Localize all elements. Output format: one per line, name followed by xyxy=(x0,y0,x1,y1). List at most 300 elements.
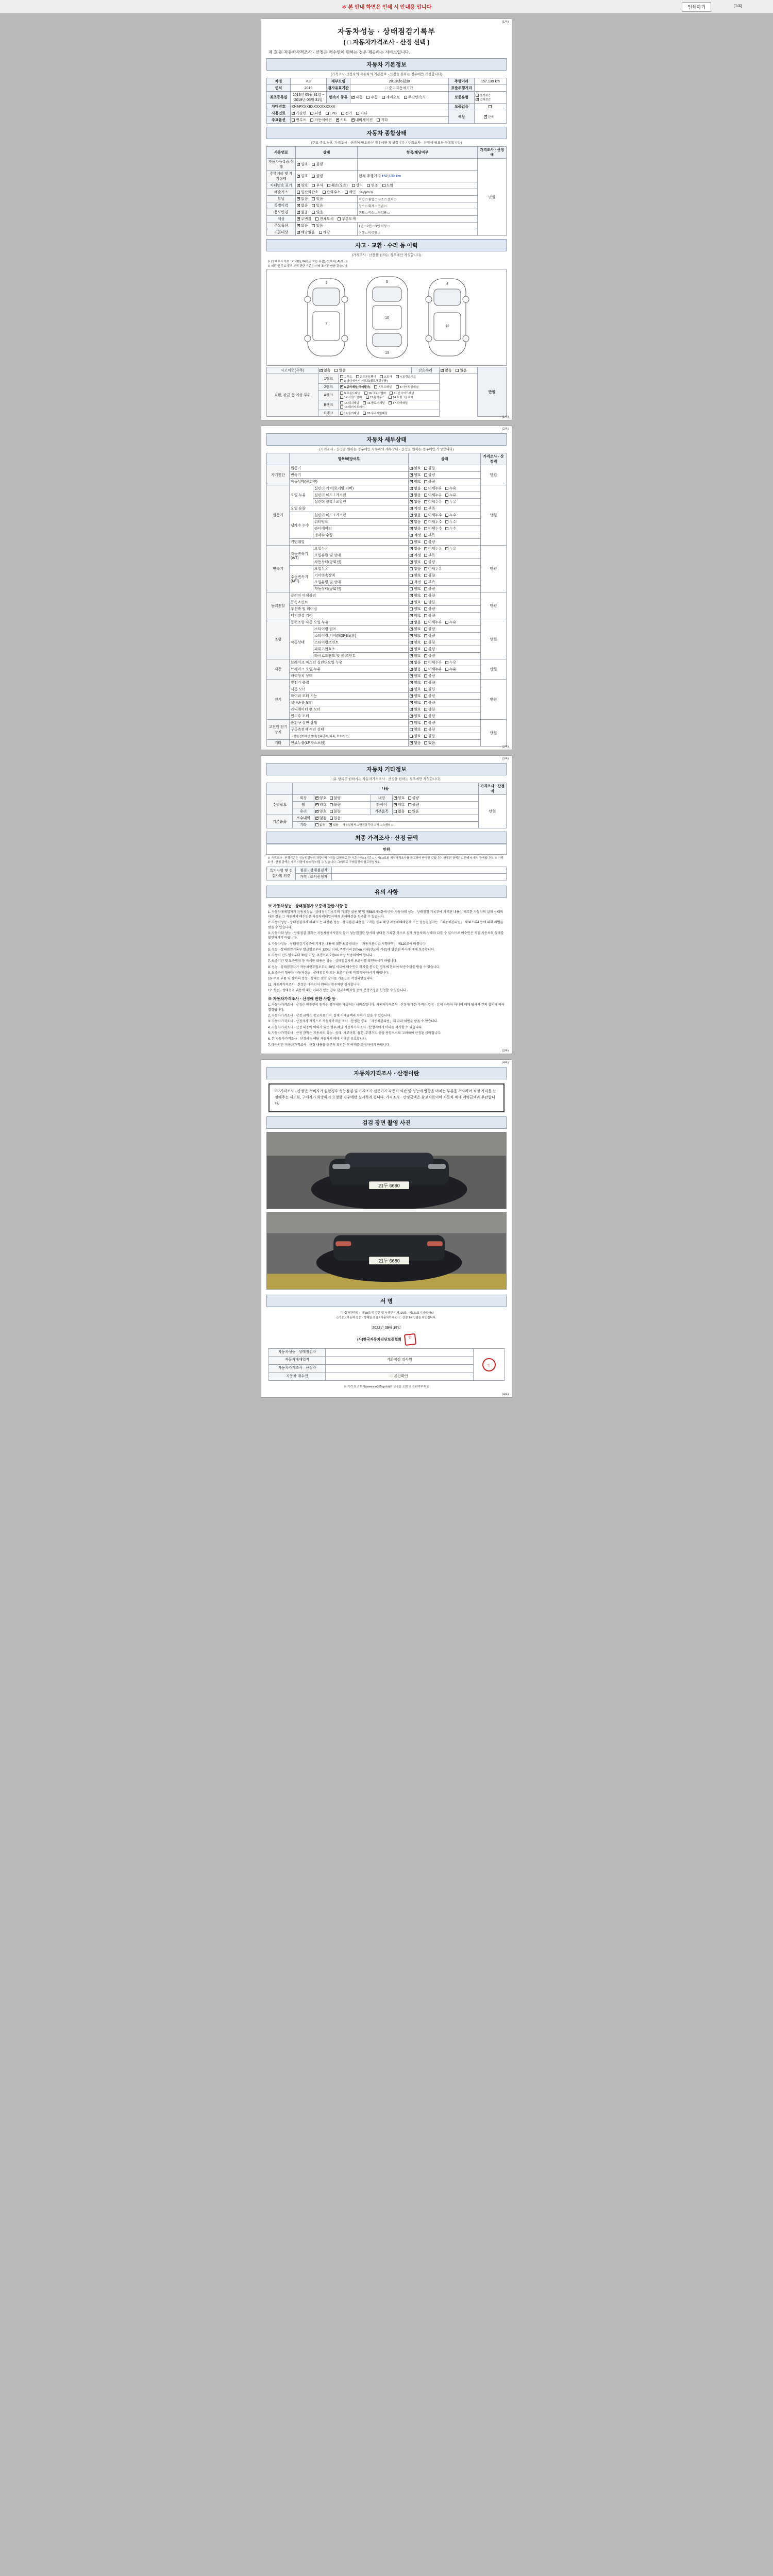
checkbox-fuel-electric[interactable] xyxy=(341,112,344,115)
checkbox-g6r4-1[interactable] xyxy=(424,708,427,711)
checkbox-g4r4-1[interactable] xyxy=(424,648,427,651)
g1r8-opt1: 불량 xyxy=(428,540,435,544)
g5r0-opt0: 없음 xyxy=(414,661,421,665)
g1r4-sub: 실린더 헤드 / 가스켓 xyxy=(313,512,409,519)
checkbox-p3-12[interactable] xyxy=(340,396,343,399)
value-inspection: □ 중고자동차기간 xyxy=(350,85,449,92)
color-opt-0: 단색 xyxy=(488,115,494,119)
sign-row-0-value[interactable] xyxy=(326,1348,474,1357)
g5-price: 만원 xyxy=(481,659,507,680)
r1-opt-0: 양호 xyxy=(301,175,308,178)
checkbox-acc1-yes[interactable] xyxy=(334,369,338,372)
checkbox-g6r2-1[interactable] xyxy=(424,694,427,698)
checkbox-o0b-0[interactable] xyxy=(394,796,397,800)
checkbox-g6r5-1[interactable] xyxy=(424,715,427,718)
o2-opt0: 양호 xyxy=(320,810,327,814)
checkbox-g5r2-1[interactable] xyxy=(424,674,427,677)
checkbox-g3r3-0[interactable] xyxy=(410,614,413,617)
checkbox-no-warranty[interactable] xyxy=(489,105,492,108)
print-button[interactable]: 인쇄하기 xyxy=(682,2,711,12)
checkbox-g5r0-2[interactable] xyxy=(445,661,448,664)
total-row-3-key: 배출가스 xyxy=(267,189,296,196)
checkbox-g2r1-1[interactable] xyxy=(424,554,427,557)
svg-text:21두 6680: 21두 6680 xyxy=(378,1183,400,1189)
checkbox-g5r0-1[interactable] xyxy=(424,661,427,664)
checkbox-g2r4-1[interactable] xyxy=(424,574,427,577)
checkbox-o2-1[interactable] xyxy=(330,810,333,813)
r3-opt-0: 일산화탄소 xyxy=(301,191,318,194)
checkbox-g7r2-0[interactable] xyxy=(410,735,413,738)
r5-opt-0: 없음 xyxy=(301,204,308,208)
total-row-1-right xyxy=(358,171,478,182)
checkbox-r9-yes[interactable] xyxy=(319,231,322,234)
checkbox-r2-2[interactable] xyxy=(327,184,330,187)
checkbox-fuel-etc[interactable] xyxy=(356,112,359,115)
checkbox-r7-0[interactable] xyxy=(297,217,300,221)
g2r3-opt0: 없음 xyxy=(414,567,421,571)
checkbox-g1r1-1[interactable] xyxy=(424,494,427,497)
g1r2-sub: 실린더 블록 / 오일팬 xyxy=(313,499,409,505)
checkbox-g0r2-0[interactable] xyxy=(410,480,413,483)
sign-row-0-key: 자동차성능 · 상태점검자 xyxy=(269,1348,326,1357)
sign-row-2-value[interactable] xyxy=(326,1365,474,1373)
acc2-opt-1: 있음 xyxy=(460,369,467,372)
checkbox-g2r5-0[interactable] xyxy=(410,581,413,584)
grp-5: 제동 xyxy=(267,659,290,680)
caution-s1-6: 7. 보증기간 및 보증범위 등 자세한 내용은 성능 · 상태점검자의 보증서를 확인하시기 바랍니다. xyxy=(268,959,397,963)
checkbox-g2r0-0[interactable] xyxy=(410,547,413,550)
checkbox-g1r1-2[interactable] xyxy=(445,494,448,497)
g5r1-opt2: 누유 xyxy=(449,668,457,671)
r8-opt-1: 있음 xyxy=(316,224,324,228)
g2r0-sub: 오일누유 xyxy=(313,546,409,552)
checkbox-g4r2-1[interactable] xyxy=(424,634,427,637)
checkbox-g2r3-0[interactable] xyxy=(410,567,413,570)
g3r0-opt0: 양호 xyxy=(414,594,421,598)
checkbox-r2-3[interactable] xyxy=(352,184,355,187)
checkbox-o0-0[interactable] xyxy=(315,796,318,800)
g1r0-name: 오일 누유 xyxy=(290,485,313,505)
checkbox-p5-20[interactable] xyxy=(363,412,366,415)
checkbox-opt-aircon[interactable] xyxy=(310,118,313,122)
total-row-2-opts xyxy=(296,182,478,189)
acc-q2-label: 단순수리 xyxy=(412,367,440,374)
checkbox-p2-8[interactable] xyxy=(396,385,399,388)
sign-row-3-value[interactable]: □ 본인확인 xyxy=(326,1372,474,1381)
checkbox-r6-none[interactable] xyxy=(297,211,300,214)
checkbox-r5-none[interactable] xyxy=(297,204,300,207)
checkbox-g4r4-0[interactable] xyxy=(410,648,413,651)
caution-s2-1: 2. 자동차가격조사 · 산정 금액은 참고자료이며, 실제 거래금액과 차이가 있을 수 있습니다. xyxy=(268,1014,391,1018)
checkbox-g2r6-1[interactable] xyxy=(424,587,427,590)
g6r4-opt1: 불량 xyxy=(428,708,435,711)
g6-price: 만원 xyxy=(481,680,507,720)
checkbox-g4r2-0[interactable] xyxy=(410,634,413,637)
checkbox-trans-cvt[interactable] xyxy=(404,96,407,99)
checkbox-r0-bad[interactable] xyxy=(312,163,315,166)
checkbox-o1-0[interactable] xyxy=(315,803,318,806)
checkbox-g0r0-1[interactable] xyxy=(424,467,427,470)
checkbox-p2-6[interactable] xyxy=(340,385,343,388)
checkbox-g0r1-0[interactable] xyxy=(410,473,413,477)
checkbox-g6r0-0[interactable] xyxy=(410,681,413,684)
checkbox-o0b-1[interactable] xyxy=(408,796,411,800)
checkbox-g4r0-2[interactable] xyxy=(445,621,448,624)
checkbox-r9-none[interactable] xyxy=(297,231,300,234)
checkbox-r3-1[interactable] xyxy=(323,191,326,194)
g4r0-opt2: 누유 xyxy=(449,621,457,624)
checkbox-g6r0-1[interactable] xyxy=(424,681,427,684)
checkbox-g3r0-1[interactable] xyxy=(424,594,427,597)
checkbox-g4r1-0[interactable] xyxy=(410,628,413,631)
checkbox-p1-3[interactable] xyxy=(380,375,383,378)
checkbox-opt-etc[interactable] xyxy=(377,118,380,122)
r3-right: % ppm % xyxy=(360,191,373,194)
o-r2-opts2 xyxy=(393,808,479,815)
checkbox-o4-0[interactable] xyxy=(315,823,318,826)
acc-items-3 xyxy=(339,400,440,410)
photo-section-header: 검검 장면 촬영 사진 xyxy=(266,1116,507,1129)
checkbox-g2r0-1[interactable] xyxy=(424,547,427,550)
checkbox-r0-good[interactable] xyxy=(297,163,300,166)
checkbox-g0r2-1[interactable] xyxy=(424,480,427,483)
g1r4-opt0: 없음 xyxy=(414,514,421,517)
acc1-opt-0: 없음 xyxy=(324,369,331,372)
checkbox-g5r1-0[interactable] xyxy=(410,668,413,671)
checkbox-g3r2-1[interactable] xyxy=(424,607,427,611)
caution-header: 유의 사항 xyxy=(266,886,507,898)
checkbox-o1-1[interactable] xyxy=(330,803,333,806)
checkbox-r1-good[interactable] xyxy=(297,175,300,178)
checkbox-r7-2[interactable] xyxy=(338,217,341,221)
checkbox-r4-none[interactable] xyxy=(297,197,300,200)
acc-rank-3 xyxy=(318,400,339,410)
checkbox-r8-none[interactable] xyxy=(297,224,300,227)
g1r8-opts xyxy=(409,539,481,546)
checkbox-g6r4-0[interactable] xyxy=(410,708,413,711)
page-subtitle: ( □ 자동차가격조사 · 산정 선택 ) xyxy=(343,39,430,46)
sign-note-2: (구)중고자동차 성능 · 상태를 점검 / 자동차가격조사 · 산정 1차인점을 확인합니다. xyxy=(337,1316,436,1320)
checkbox-g1r7-0[interactable] xyxy=(410,534,413,537)
checkbox-o3-0[interactable] xyxy=(315,817,318,820)
checkbox-r3-2[interactable] xyxy=(345,191,348,194)
checkbox-g1r6-2[interactable] xyxy=(445,527,448,530)
grp-8: 기타 xyxy=(267,740,290,747)
acc-item-3-2: 17.리어패널 xyxy=(393,402,408,405)
checkbox-g1r1-0[interactable] xyxy=(410,494,413,497)
th-total-2: 항목/해당여부 xyxy=(358,147,478,159)
checkbox-g1r7-1[interactable] xyxy=(424,534,427,537)
caution-s1-10: 11. 자동차가격조사 · 산정은 매수인이 원하는 경우에만 실시합니다. xyxy=(268,982,361,987)
acc-rank-1 xyxy=(318,384,339,391)
checkbox-g6r1-1[interactable] xyxy=(424,688,427,691)
checkbox-g8r0-1[interactable] xyxy=(424,741,427,744)
checkbox-r5-yes[interactable] xyxy=(312,204,315,207)
checkbox-trans-semi[interactable] xyxy=(382,96,385,99)
checkbox-color-single[interactable] xyxy=(484,115,487,118)
g1r0-opt1: 미세누유 xyxy=(428,487,442,490)
g5r0-opts xyxy=(409,659,481,666)
page-4-number: (4/4) xyxy=(501,1393,509,1397)
checkbox-o0-1[interactable] xyxy=(330,796,333,800)
checkbox-g1r2-1[interactable] xyxy=(424,500,427,503)
o-key-0: 수리필요 xyxy=(267,795,293,815)
th-total-1: 상태 xyxy=(296,147,358,159)
total-row-6-key: 용도변경 xyxy=(267,209,296,216)
checkbox-g1r4-2[interactable] xyxy=(445,514,448,517)
checkbox-g2r6-0[interactable] xyxy=(410,587,413,590)
checkbox-g1r2-2[interactable] xyxy=(445,500,448,503)
checkbox-g2r1-0[interactable] xyxy=(410,554,413,557)
checkbox-o3-1[interactable] xyxy=(330,817,333,820)
checkbox-g6r2-0[interactable] xyxy=(410,694,413,698)
checkbox-p1-4[interactable] xyxy=(396,375,399,378)
o-r2-n2: 기본품목 xyxy=(371,808,393,815)
checkbox-g4r5-1[interactable] xyxy=(424,654,427,657)
price-survey-description: ※ '가격조사 · 산정'은 소비자가 원할경우 성능점검 및 가격조사 전문가가 자동차 외관 및 성능에 영향을 미치는 부분을 조사하여 적정 가격을 산정해주는 제도로, 구매자가 희망하여 요청할 경우에만 실시하게 됩니다. 가격조사 · 산정금액은 참고자료이며 자동차 매매 계약금액과 무관합니다. xyxy=(268,1083,505,1112)
checkbox-g0r1-1[interactable] xyxy=(424,473,427,477)
acc-rank-2-text: A랭크 xyxy=(324,394,333,397)
checkbox-g4r5-0[interactable] xyxy=(410,654,413,657)
g2r3-opt1: 미세누유 xyxy=(428,567,442,571)
g1r5-opts xyxy=(409,519,481,526)
section-basic-note: (가격조사·산정자의 자동차의 기본정보 · 산정을 원하는 경우에만 작성합니다) xyxy=(331,73,442,76)
car-front-view-svg xyxy=(300,274,352,361)
sign-row-1-value[interactable]: 기화점검 검사원 xyxy=(326,1357,474,1365)
g5r1-opt1: 미세누유 xyxy=(428,668,442,671)
g6r1-opt0: 양호 xyxy=(414,688,421,691)
photo-front-svg xyxy=(267,1132,506,1209)
g8r0-opts xyxy=(409,740,481,747)
checkbox-g2r4-0[interactable] xyxy=(410,574,413,577)
o-r1-n: 휠 xyxy=(293,802,314,808)
checkbox-g8r0-0[interactable] xyxy=(410,741,413,744)
checkbox-p3-11[interactable] xyxy=(390,392,393,395)
checkbox-p3-13[interactable] xyxy=(366,396,369,399)
g1r1-sub: 실린더 헤드 / 가스켓 xyxy=(313,492,409,499)
checkbox-g3r1-0[interactable] xyxy=(410,601,413,604)
checkbox-g1r0-0[interactable] xyxy=(410,487,413,490)
checkbox-o2b-1[interactable] xyxy=(408,810,411,813)
opt-opt-0: 썬루프 xyxy=(296,118,307,122)
g5r2-name: 배력장치 상태 xyxy=(290,673,409,680)
g2r6-opt0: 양호 xyxy=(414,587,421,591)
checkbox-p1-5[interactable] xyxy=(340,379,343,382)
g3r1-opts xyxy=(409,599,481,606)
o1b-opt1: 불량 xyxy=(412,803,419,807)
checkbox-g4r3-1[interactable] xyxy=(424,641,427,644)
checkbox-acc2-yes[interactable] xyxy=(456,369,459,372)
g1r6-sub: 라디에이터 xyxy=(313,526,409,532)
checkbox-r8-yes[interactable] xyxy=(312,224,315,227)
g7r0-opt0: 양호 xyxy=(414,721,421,725)
checkbox-g7r2-1[interactable] xyxy=(424,735,427,738)
checkbox-g1r8-0[interactable] xyxy=(410,540,413,544)
checkbox-fuel-diesel[interactable] xyxy=(310,112,313,115)
checkbox-g2r5-1[interactable] xyxy=(424,581,427,584)
checkbox-o2-0[interactable] xyxy=(315,810,318,813)
o0-opt1: 불량 xyxy=(333,796,341,800)
checkbox-p4-17[interactable] xyxy=(389,401,392,404)
checkbox-g1r4-1[interactable] xyxy=(424,514,427,517)
g4r0-opt0: 없음 xyxy=(414,621,421,624)
page-indicator: (1/4) xyxy=(733,4,742,8)
checkbox-o2b-0[interactable] xyxy=(394,810,397,813)
th-d1: 항목/해당여부 xyxy=(290,453,409,465)
grp-3: 동력전달 xyxy=(267,592,290,619)
trans-opt-0: 자동 xyxy=(356,96,363,99)
checkbox-g4r0-0[interactable] xyxy=(410,621,413,624)
checkbox-r1-bad[interactable] xyxy=(312,175,315,178)
checkbox-g7r0-1[interactable] xyxy=(424,721,427,724)
page-title: 자동차성능 · 상태점검기록부 xyxy=(338,27,435,36)
total-row-6-right: 렌트 □ 리스 □ 영업용 □ xyxy=(358,209,478,216)
total-row-4-key: 튜닝 xyxy=(267,196,296,202)
caution-s1-3: 4. 자동차성능 · 상태점검기록부에 기재된 내용에 대한 보증범위는 「자동차관리법 시행규칙」 제120조에 따릅니다. xyxy=(268,942,427,946)
g0r1-name: 변속기 xyxy=(290,472,409,479)
checkbox-g6r1-0[interactable] xyxy=(410,688,413,691)
checkbox-g3r3-1[interactable] xyxy=(424,614,427,617)
total-row-7-key: 색상 xyxy=(267,216,296,223)
checkbox-g4r3-0[interactable] xyxy=(410,641,413,644)
car-damage-diagram[interactable] xyxy=(266,269,507,366)
checkbox-r3-0[interactable] xyxy=(297,191,300,194)
checkbox-g7r1-0[interactable] xyxy=(410,728,413,731)
page-3 xyxy=(261,755,512,1054)
checkbox-g1r0-1[interactable] xyxy=(424,487,427,490)
o1-opt0: 양호 xyxy=(320,803,327,807)
g4r3-opt1: 불량 xyxy=(428,641,435,645)
o-r4-opts xyxy=(314,822,479,828)
g1r4-opts xyxy=(409,512,481,519)
g2r4-opt0: 양호 xyxy=(414,574,421,578)
checkbox-fuel-gasoline[interactable] xyxy=(292,112,295,115)
checkbox-r2-0[interactable] xyxy=(297,184,300,187)
checkbox-g6r3-1[interactable] xyxy=(424,701,427,704)
g6r4-name: 라디에이터 팬 모터 xyxy=(290,706,409,713)
checkbox-p4-15[interactable] xyxy=(340,401,343,404)
checkbox-r2-4[interactable] xyxy=(367,184,370,187)
checkbox-g4r1-1[interactable] xyxy=(424,628,427,631)
o-r3-n: 보수내역 xyxy=(293,815,314,822)
checkbox-g1r3-1[interactable] xyxy=(424,507,427,510)
caution-sec2-title: ※ 자동차가격조사 · 산정에 관한 사항 등 xyxy=(268,996,336,1002)
detail-state-table xyxy=(266,453,507,747)
checkbox-g5r1-2[interactable] xyxy=(445,668,448,671)
checkbox-r2-5[interactable] xyxy=(382,184,385,187)
g4r2-opt1: 불량 xyxy=(428,634,435,638)
g0r2-opt0: 양호 xyxy=(414,480,421,484)
checkbox-p4-16[interactable] xyxy=(363,401,366,404)
g2r1-opts xyxy=(409,552,481,559)
checkbox-g1r0-2[interactable] xyxy=(445,487,448,490)
g4r0-opts xyxy=(409,619,481,626)
total-row-9-right: 이행 □ 미이행 □ xyxy=(358,229,478,236)
checkbox-g2r0-2[interactable] xyxy=(445,547,448,550)
checkbox-p3-9[interactable] xyxy=(340,392,343,395)
checkbox-opt-sunroof[interactable] xyxy=(292,118,295,122)
checkbox-trans-auto[interactable] xyxy=(351,96,355,99)
checkbox-warranty-company[interactable] xyxy=(476,98,479,101)
checkbox-p4-18[interactable] xyxy=(340,405,343,409)
checkbox-g2r2-1[interactable] xyxy=(424,561,427,564)
checkbox-acc1-none[interactable] xyxy=(320,369,323,372)
checkbox-g2r3-1[interactable] xyxy=(424,567,427,570)
o2-opt1: 불량 xyxy=(333,810,341,814)
acc-q1-opts xyxy=(318,367,412,374)
checkbox-r4-yes[interactable] xyxy=(312,197,315,200)
checkbox-r7-1[interactable] xyxy=(315,217,318,221)
checkbox-g3r2-0[interactable] xyxy=(410,607,413,611)
checkbox-p5-19[interactable] xyxy=(340,412,343,415)
checkbox-g1r5-1[interactable] xyxy=(424,520,427,523)
checkbox-g1r5-0[interactable] xyxy=(410,520,413,523)
checkbox-opt-navi[interactable] xyxy=(351,118,355,122)
checkbox-g3r1-1[interactable] xyxy=(424,601,427,604)
checkbox-fuel-lpg[interactable] xyxy=(326,112,329,115)
checkbox-g1r5-2[interactable] xyxy=(445,520,448,523)
total-row-8-key: 주요옵션 xyxy=(267,223,296,229)
g2r0-name: 자동변속기(A/T) xyxy=(290,546,313,566)
checkbox-p3-10[interactable] xyxy=(364,392,367,395)
checkbox-g6r5-0[interactable] xyxy=(410,715,413,718)
checkbox-g1r2-0[interactable] xyxy=(410,500,413,503)
checkbox-o1b-1[interactable] xyxy=(408,803,411,806)
th-d0 xyxy=(267,453,290,465)
g1r0-sub: 실린더 커버(로커암 커버) xyxy=(313,485,409,492)
acc-rank-4-text: C랭크 xyxy=(324,412,333,415)
checkbox-g2r2-0[interactable] xyxy=(410,561,413,564)
checkbox-p1-1[interactable] xyxy=(340,375,343,378)
checkbox-g1r4-0[interactable] xyxy=(410,514,413,517)
checkbox-g7r0-0[interactable] xyxy=(410,721,413,724)
caution-s1-0: 1. 자동차매매업자가 자동차성능 · 상태점검기록부의 기재된 내용 및 법 제58조제4항에 따라 자동차의 성능 · 상태점검 기록부에 기재된 내용이 매도한 자동차의 실제 상태와 다른 경우 그 자동차의 매수인은 자동차매매업자에게 손해배상을 청구할 수 있습니다. xyxy=(268,910,503,919)
checkbox-g1r3-0[interactable] xyxy=(410,507,413,510)
checkbox-g1r8-1[interactable] xyxy=(424,540,427,544)
checkbox-g5r0-0[interactable] xyxy=(410,661,413,664)
checkbox-g3r0-0[interactable] xyxy=(410,594,413,597)
checkbox-p2-7[interactable] xyxy=(374,385,377,388)
value-submodel: 2013년6월30 xyxy=(350,78,449,85)
g2r4-opt1: 불량 xyxy=(428,574,435,578)
g2r2-sub: 작동상태(공회전) xyxy=(313,559,409,566)
acc-rank-4 xyxy=(318,410,339,417)
o-key-3: 기본품목 xyxy=(267,815,293,828)
g1r6-opt1: 미세누수 xyxy=(428,527,442,531)
g2r2-opt1: 불량 xyxy=(428,561,435,564)
r2-opt-1: 부식 xyxy=(316,184,324,188)
g3r1-opt0: 양호 xyxy=(414,601,421,604)
checkbox-g5r1-1[interactable] xyxy=(424,668,427,671)
checkbox-r2-1[interactable] xyxy=(312,184,315,187)
checkbox-o4-1[interactable] xyxy=(329,823,332,826)
checkbox-g7r1-1[interactable] xyxy=(424,728,427,731)
checkbox-acc2-none[interactable] xyxy=(441,369,444,372)
o-r2-opts xyxy=(314,808,371,815)
checkbox-p1-2[interactable] xyxy=(356,375,359,378)
checkbox-opt-seat[interactable] xyxy=(336,118,339,122)
checkbox-g1r6-0[interactable] xyxy=(410,527,413,530)
checkbox-g4r0-1[interactable] xyxy=(424,621,427,624)
checkbox-o1b-0[interactable] xyxy=(394,803,397,806)
checkbox-r6-yes[interactable] xyxy=(312,211,315,214)
checkbox-g6r3-0[interactable] xyxy=(410,701,413,704)
checkbox-g1r6-1[interactable] xyxy=(424,527,427,530)
checkbox-g0r0-0[interactable] xyxy=(410,467,413,470)
checkbox-p3-14[interactable] xyxy=(389,396,392,399)
checkbox-trans-manual[interactable] xyxy=(366,96,369,99)
checkbox-g5r2-0[interactable] xyxy=(410,674,413,677)
